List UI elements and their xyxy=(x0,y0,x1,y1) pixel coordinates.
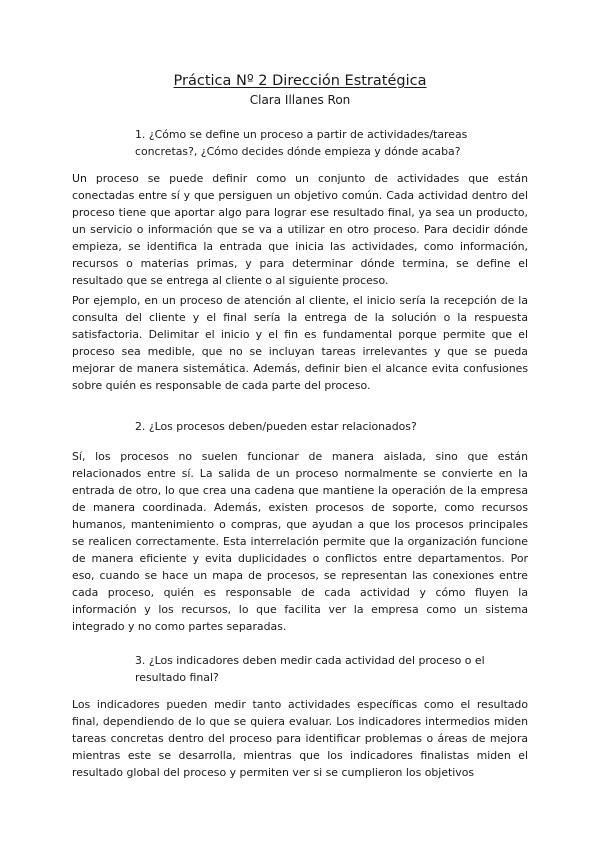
document-author: Clara Illanes Ron xyxy=(249,93,351,107)
document-title: Práctica Nº 2 Dirección Estratégica xyxy=(173,73,427,89)
question-3: 3. ¿Los indicadores deben medir cada actividad del proceso o el resultado final? xyxy=(135,654,485,684)
answer-3-paragraph-1: Los indicadores pueden medir tanto actividades específicas como el resultado final, dependiendo de lo que se quiera evaluar. Los indicadores intermedios miden tareas concretas dentro del proceso para identificar problemas o áreas de mejora mientras este se desarrolla, mientras que los indicadores finalistas miden el resultado global del proceso y permiten ver si se cumplieron los objetivos xyxy=(72,698,528,779)
answer-2-paragraph-1: Sí, los procesos no suelen funcionar de manera aislada, sino que están relacionados entre sí. La salida de un proceso normalmente se convierte en la entrada de otro, lo que crea una cadena que mantiene la operación de la empresa de manera coordinada. Además, existen procesos de soporte, como recursos humanos, mantenimiento o compras, que ayudan a que los procesos principales se realicen correctamente. Esta interrelación permite que la organización funcione de manera eficiente y evita duplicidades o conflictos entre departamentos. Por eso, cuando se hace un mapa de procesos, se representan las conexiones entre cada proceso, quién es responsable de cada actividad y cómo fluyen la información y los recursos, lo que facilita ver la empresa como un sistema integrado y no como partes separadas. xyxy=(72,450,528,633)
question-2: 2. ¿Los procesos deben/pueden estar relacionados? xyxy=(135,420,417,433)
question-1: 1. ¿Cómo se define un proceso a partir de actividades/tareas concretas?, ¿Cómo decides dónde empieza y dónde acaba? xyxy=(135,128,468,158)
answer-1-paragraph-2: Por ejemplo, en un proceso de atención al cliente, el inicio sería la recepción de la consulta del cliente y el final sería la entrega de la solución o la respuesta satisfactoria. Delimitar el inicio y el fin es fundamental porque permite que el proceso sea medible, que no se incluyan tareas irrelevantes y que se pueda mejorar de manera sistemática. Además, definir bien el alcance evita confusiones sobre quién es responsable de cada parte del proceso. xyxy=(72,294,528,392)
answer-1-paragraph-1: Un proceso se puede definir como un conjunto de actividades que están conectadas entre sí y que persiguen un objetivo común. Cada actividad dentro del proceso tiene que aportar algo para lograr ese resultado final, ya sea un producto, un servicio o información que se va a utilizar en otro proceso. Para decidir dónde empieza, se identifica la entrada que inicia las actividades, como información, recursos o materias primas, y para determinar dónde termina, se define el resultado que se entrega al cliente o al siguiente proceso. xyxy=(72,172,528,287)
